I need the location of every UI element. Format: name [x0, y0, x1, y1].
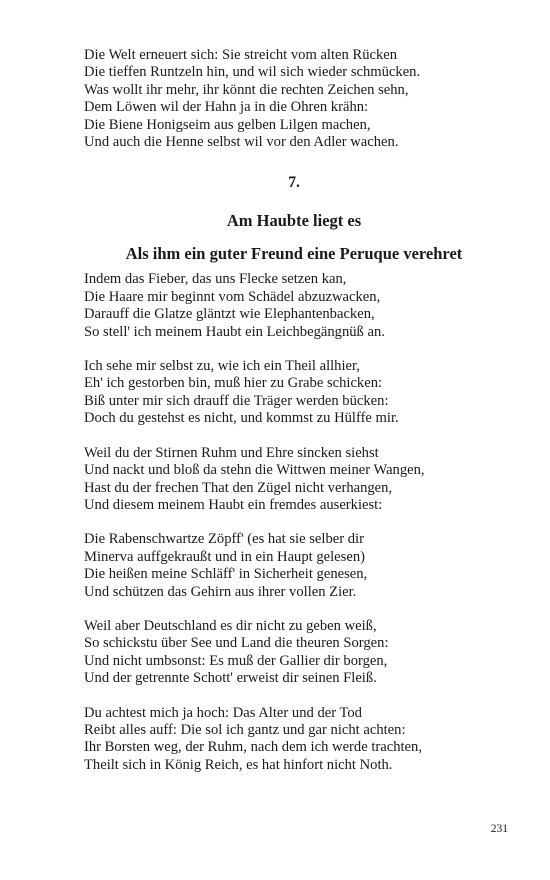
verse-line: Und auch die Henne selbst wil vor den Adler wachen. [84, 134, 399, 151]
intro-stanza [84, 47, 504, 151]
poem-subtitle: Als ihm ein guter Freund eine Peruque verehret [125, 244, 463, 264]
stanza-4 [84, 531, 504, 601]
stanza-1 [84, 271, 504, 341]
verse-line: Biß unter mir sich drauff die Träger werden bücken: [84, 392, 389, 409]
stanza-6 [84, 705, 504, 775]
page-number: 231 [490, 823, 508, 835]
verse-line: Weil du der Stirnen Ruhm und Ehre sincken siehst [84, 444, 379, 461]
verse-line: Weil aber Deutschland es dir nicht zu geben weiß, [84, 617, 377, 634]
verse-line: Die Welt erneuert sich: Sie streicht vom alten Rücken [84, 47, 398, 63]
verse-line: Theilt sich in König Reich, es hat hinfort nicht Noth. [84, 756, 393, 773]
stanza-3 [84, 445, 504, 515]
verse-line: Die Rabenschwartze Zöpff' (es hat sie selber dir [84, 531, 364, 548]
verse-line: Doch du gestehst es nicht, und kommst zu Hülffe mir. [84, 410, 399, 427]
verse-line: Die tieffen Runtzeln hin, und wil sich wieder schmücken. [84, 64, 421, 81]
verse-line: Reibt alles auff: Die sol ich gantz und gar nicht achten: [84, 721, 406, 738]
verse-line: Die heißen meine Schläff' in Sicherheit genesen, [84, 566, 368, 583]
verse-line: Dem Löwen wil der Hahn ja in die Ohren krähn: [84, 99, 369, 116]
stanza-5 [84, 618, 504, 688]
verse-line: Du achtest mich ja hoch: Das Alter und der Tod [84, 704, 362, 721]
verse-line: So stell' ich meinem Haubt ein Leichbegängnüß an. [84, 323, 385, 340]
verse-line: Was wollt ihr mehr, ihr könnt die rechten Zeichen sehn, [84, 81, 409, 98]
verse-line: Darauff die Glatze gläntzt wie Elephantenbacken, [84, 306, 375, 323]
stanza-2 [84, 358, 504, 428]
page-body [84, 47, 504, 774]
verse-line: Ihr Borsten weg, der Ruhm, nach dem ich werde trachten, [84, 739, 422, 756]
verse-line: Die Haare mir beginnt vom Schädel abzuzwacken, [84, 288, 381, 305]
verse-line: Die Biene Honigseim aus gelben Lilgen machen, [84, 116, 371, 133]
verse-line: Hast du der frechen That den Zügel nicht verhangen, [84, 479, 393, 496]
verse-line: Und der getrennte Schott' erweist dir seinen Fleiß. [84, 670, 377, 687]
verse-line: Und diesem meinem Haubt ein fremdes auserkiest: [84, 496, 383, 513]
verse-line: Eh' ich gestorben bin, muß hier zu Grabe schicken: [84, 375, 383, 392]
verse-line: Und nackt und bloß da stehn die Wittwen meiner Wangen, [84, 462, 425, 479]
poem-number: 7. [288, 174, 300, 192]
verse-line: Ich sehe mir selbst zu, wie ich ein Theil allhier, [84, 358, 360, 375]
verse-line: Minerva auffgekraußt und in ein Haupt gelesen) [84, 548, 365, 565]
verse-line: So schickstu über See und Land die theuren Sorgen: [84, 635, 389, 652]
verse-line: Und nicht umbsonst: Es muß der Gallier dir borgen, [84, 652, 388, 669]
verse-line: Indem das Fieber, das uns Flecke setzen kan, [84, 271, 347, 288]
poem-title: Am Haubte liegt es [226, 211, 362, 231]
verse-line: Und schützen das Gehirn aus ihrer vollen Zier. [84, 583, 357, 600]
